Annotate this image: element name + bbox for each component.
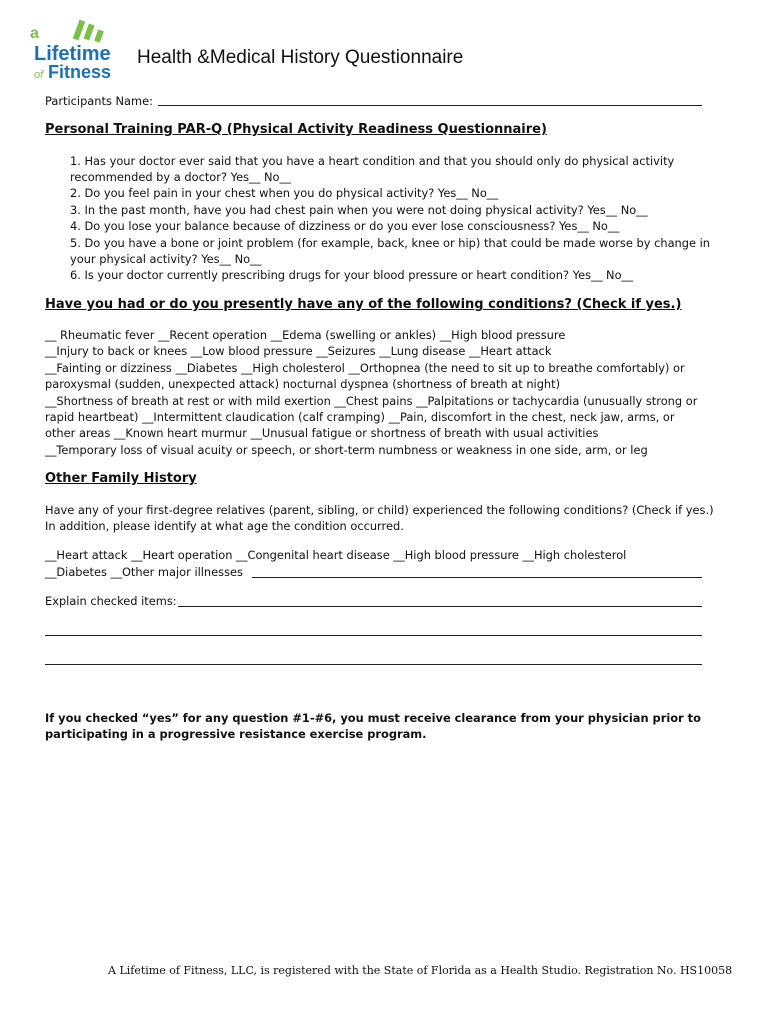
notice-line: If you checked “yes” for any question #1-#6, you must receive clearance from your physician prior to [45,711,701,725]
family-intro [45,502,714,535]
parq-heading: Personal Training PAR-Q (Physical Activity Readiness Questionnaire) [45,122,547,137]
notice-line: participating in a progressive resistance exercise program. [45,727,427,742]
parq-questions [70,153,674,169]
explain-label: Explain checked items: [45,594,177,608]
participant-name-label: Participants Name: [45,94,153,108]
conditions-line: __Shortness of breath at rest or with mild exertion __Chest pains __Palpitations or tachycardia (unusually strong or [45,393,698,408]
company-logo [26,16,118,82]
conditions-line: __Injury to back or knees __Low blood pressure __Seizures __Lung disease __Heart attack [45,344,552,359]
conditions-list [45,327,697,458]
parq-line: your physical activity? Yes__ No__ [70,252,262,266]
family-intro-line: In addition, please identify at what age the condition occurred. [45,519,404,534]
parq-line: 5. Do you have a bone or joint problem (for example, back, knee or hip) that could be made worse by change in [70,235,711,250]
parq-line-wrap-2 [70,251,633,284]
conditions-line: rapid heartbeat) __Intermittent claudication (calf cramping) __Pain, discomfort in the chest, neck jaw, arms, or [45,410,675,425]
explain-line-1[interactable] [178,606,702,607]
clearance-notice [45,710,701,743]
explain-line-3[interactable] [45,664,702,665]
parq-line: 1. Has your doctor ever said that you have a heart condition and that you should only do physical activity [70,154,675,168]
parq-line: 3. In the past month, have you had chest pain when you were not doing physical activity? Yes__ No__ [70,202,648,217]
parq-line: 4. Do you lose your balance because of dizziness or do you ever lose consciousness? Yes__ No__ [70,219,620,234]
footer-registration: A Lifetime of Fitness, LLC, is registered with the State of Florida as a Health Studio. Registration No. HS10058 [108,964,733,977]
conditions-line: other areas __Known heart murmur __Unusual fatigue or shortness of breath with usual activities [45,426,599,441]
logo-graphic [26,16,118,82]
parq-line-wrap [70,169,710,251]
conditions-line: __ Rheumatic fever __Recent operation __Edema (swelling or ankles) __High blood pressure [45,328,566,342]
conditions-heading: Have you had or do you presently have any of the following conditions? (Check if yes.) [45,297,682,312]
logo-lifetime-text: Lifetime [34,43,111,65]
parq-line: recommended by a doctor? Yes__ No__ [70,170,291,184]
page-title: Health &Medical History Questionnaire [137,47,464,68]
family-checks-2: __Diabetes __Other major illnesses [45,565,243,579]
explain-line-2[interactable] [45,635,702,636]
family-checks: __Heart attack __Heart operation __Congenital heart disease __High blood pressure __High cholesterol [45,548,627,562]
parq-line: 6. Is your doctor currently prescribing drugs for your blood pressure or heart condition? Yes__ No__ [70,268,633,283]
logo-of-text: of [34,69,44,81]
conditions-line: paroxysmal (sudden, unexpected attack) nocturnal dyspnea (shortness of breath at night) [45,377,561,392]
family-intro-line: Have any of your first-degree relatives (parent, sibling, or child) experienced the following conditions? (Check if yes.) [45,503,714,517]
logo-fitness-text: Fitness [48,62,112,82]
parq-line: 2. Do you feel pain in your chest when you do physical activity? Yes__ No__ [70,186,499,201]
logo-a-text: a [30,25,39,42]
other-illnesses-line[interactable] [252,577,702,578]
family-heading: Other Family History [45,471,197,486]
conditions-line: __Fainting or dizziness __Diabetes __High cholesterol __Orthopnea (the need to sit up to breathe comfortably) or [45,360,685,375]
participant-name-line[interactable] [158,105,702,106]
conditions-line: __Temporary loss of visual acuity or speech, or short-term numbness or weakness in one side, arm, or leg [45,442,648,457]
